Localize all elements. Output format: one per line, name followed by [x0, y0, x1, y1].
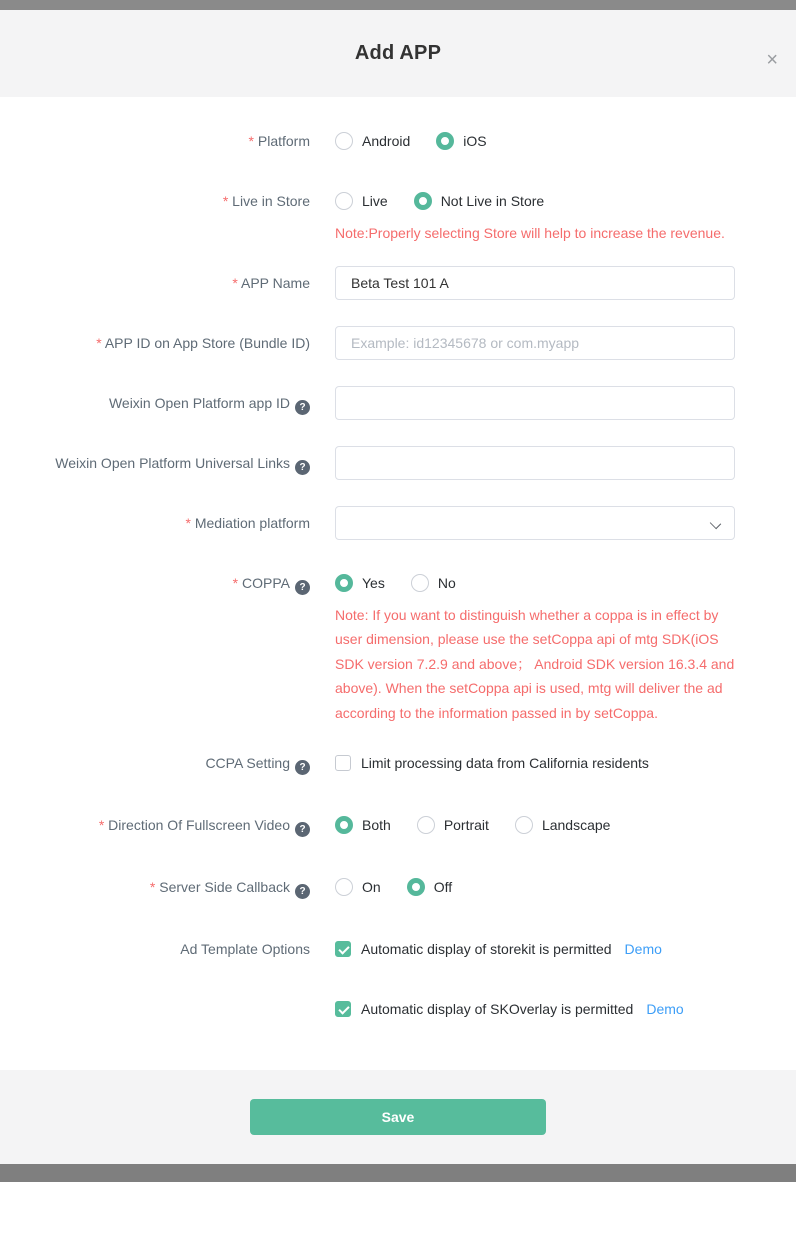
radio-selected-icon: [414, 192, 432, 210]
form-row-app-name: [0, 266, 796, 300]
radio-both[interactable]: Both: [335, 816, 391, 834]
mediation-platform-select[interactable]: [335, 506, 735, 540]
form-row-platform: [0, 131, 796, 151]
modal-title: Add APP: [354, 42, 442, 64]
radio-selected-icon: [335, 574, 353, 592]
skoverlay-demo-link[interactable]: Demo: [646, 1001, 684, 1017]
modal-header: [0, 10, 796, 97]
weixin-universal-links-label: Weixin Open Platform Universal Links ?: [0, 446, 310, 475]
ccpa-checkbox[interactable]: [335, 755, 351, 771]
form-row-weixin-universal-links: [0, 446, 796, 480]
bundle-id-label: * APP ID on App Store (Bundle ID): [0, 326, 310, 353]
weixin-universal-links-input[interactable]: [335, 446, 735, 480]
radio-selected-icon: [407, 878, 425, 896]
storekit-demo-link[interactable]: Demo: [624, 941, 662, 957]
help-icon[interactable]: ?: [295, 884, 310, 899]
radio-unselected-icon: [335, 132, 353, 150]
modal-footer: [0, 1070, 796, 1164]
help-icon[interactable]: ?: [295, 760, 310, 775]
mediation-platform-label: * Mediation platform: [0, 506, 310, 533]
form-row-live-in-store: [0, 191, 796, 246]
platform-radio-group: [335, 131, 735, 151]
help-icon[interactable]: ?: [295, 822, 310, 837]
help-icon[interactable]: ?: [295, 580, 310, 595]
coppa-label: * COPPA ?: [0, 573, 310, 595]
radio-live[interactable]: Live: [335, 192, 388, 210]
live-in-store-note: Note:Properly selecting Store will help to increase the revenue.: [335, 225, 725, 241]
direction-radio-group: [335, 815, 735, 835]
form-row-ad-template-options: [0, 939, 796, 1019]
skoverlay-checkbox-row: Automatic display of SKOverlay is permitted Demo: [335, 999, 735, 1019]
app-name-label: * APP Name: [0, 266, 310, 293]
radio-ios[interactable]: iOS: [436, 132, 486, 150]
coppa-radio-group: [335, 573, 735, 593]
radio-on[interactable]: On: [335, 878, 381, 896]
form-row-server-side-callback: [0, 877, 796, 899]
coppa-note: Note: If you want to distinguish whether a coppa is in effect by user dimension, please use the setCoppa api of mtg SDK(iOS SDK version 7.2.9 and above； Android SDK version 16.3.4 and above). When the setCoppa api is used, mtg will deliver the ad according to the information passed in by setCoppa.: [335, 606, 735, 721]
weixin-app-id-label: Weixin Open Platform app ID ?: [0, 386, 310, 415]
direction-label: * Direction Of Fullscreen Video ?: [0, 815, 310, 837]
platform-label: * Platform: [0, 131, 310, 151]
help-icon[interactable]: ?: [295, 400, 310, 415]
radio-unselected-icon: [335, 192, 353, 210]
form-row-direction: [0, 815, 796, 837]
radio-coppa-yes[interactable]: Yes: [335, 574, 385, 592]
radio-coppa-no[interactable]: No: [411, 574, 456, 592]
radio-not-live[interactable]: Not Live in Store: [414, 192, 545, 210]
close-icon[interactable]: ×: [766, 49, 778, 71]
form-row-mediation-platform: [0, 506, 796, 540]
chevron-down-icon: [710, 517, 721, 528]
form-row-weixin-app-id: [0, 386, 796, 420]
save-button[interactable]: Save: [250, 1099, 546, 1135]
help-icon[interactable]: ?: [295, 460, 310, 475]
form-row-bundle-id: [0, 326, 796, 360]
app-name-input[interactable]: [335, 266, 735, 300]
live-in-store-label: * Live in Store: [0, 191, 310, 211]
radio-off[interactable]: Off: [407, 878, 452, 896]
ccpa-checkbox-row: Limit processing data from California residents: [335, 753, 735, 773]
storekit-checkbox-row: Automatic display of storekit is permitted Demo: [335, 939, 735, 959]
page-bottom-bar: [0, 1164, 796, 1182]
modal-body: [0, 97, 796, 1070]
server-side-callback-label: * Server Side Callback ?: [0, 877, 310, 899]
skoverlay-checkbox[interactable]: [335, 1001, 351, 1017]
radio-unselected-icon: [515, 816, 533, 834]
form-row-ccpa: [0, 753, 796, 775]
bundle-id-input[interactable]: [335, 326, 735, 360]
form-row-coppa: [0, 573, 796, 726]
page-top-bar: [0, 0, 796, 10]
radio-unselected-icon: [335, 878, 353, 896]
server-side-callback-radio-group: [335, 877, 735, 897]
radio-unselected-icon: [417, 816, 435, 834]
radio-portrait[interactable]: Portrait: [417, 816, 489, 834]
ccpa-label: CCPA Setting ?: [0, 753, 310, 775]
weixin-app-id-input[interactable]: [335, 386, 735, 420]
radio-selected-icon: [436, 132, 454, 150]
radio-unselected-icon: [411, 574, 429, 592]
radio-android[interactable]: Android: [335, 132, 410, 150]
live-in-store-radio-group: [335, 191, 735, 211]
radio-landscape[interactable]: Landscape: [515, 816, 611, 834]
add-app-modal: [0, 10, 796, 1164]
radio-selected-icon: [335, 816, 353, 834]
ad-template-options-label: Ad Template Options: [180, 941, 310, 957]
storekit-checkbox[interactable]: [335, 941, 351, 957]
